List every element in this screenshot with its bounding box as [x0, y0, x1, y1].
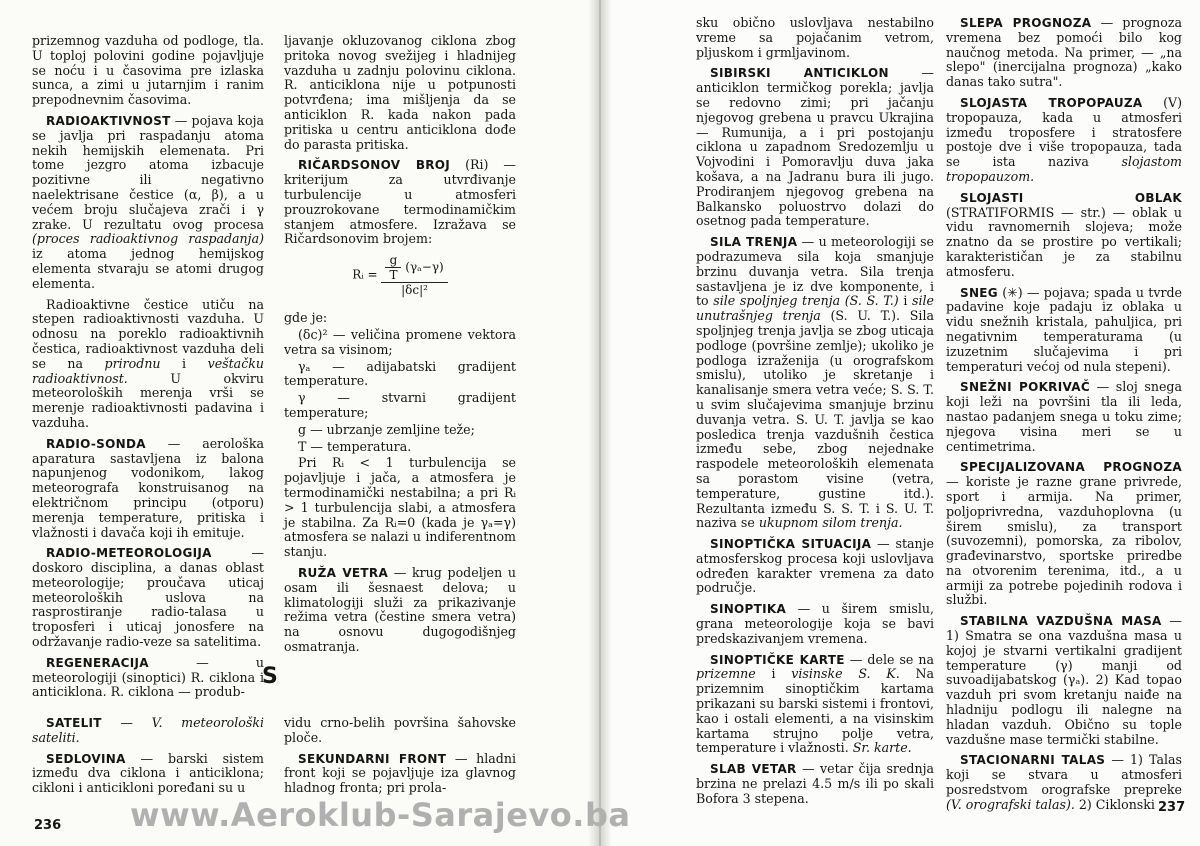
- formula-legend-title: gde je:: [284, 310, 328, 326]
- formula-legend-item: T — temperatura.: [298, 438, 412, 454]
- entry-snezni-pokrivac: SNEŽNI POKRIVAČ — sloj snega koji leži na površini tla ili leda, nastao padanjem snega u toku zime; njegova visina meri se u centimetrima.: [946, 379, 1182, 454]
- entry-sinopticke-karte: SINOPTIČKE KARTE — dele se na prizemne i visinske S. K. Na prizemnim sinoptičkim kartama prikazani su barski sistemi i frontovi, kao i ostali elementi, a na visinskim kartama strujno polje vetra, temperature i vlažnosti. Sr. karte.: [696, 651, 935, 756]
- entry-specijalizovana-prognoza: SPECIJALIZOVANA PROGNOZA — koriste je razne grane privrede, sport i armija. Na primer, poljoprivredna, vazduhoplovna (u širem smislu), za transport (suvozemni), pomorska, za ribolov, građevinarstvo, sportske priredbe na otvorenim terenima, itd., a u armiji za potrebe pojedinih rodova i službi.: [946, 460, 1182, 608]
- entry-satelit: SATELIT — V. meteorološki sateliti.: [32, 715, 264, 745]
- right-column-2: [946, 16, 1182, 819]
- entry-term: RADIO-METEOROLOGIJA: [46, 546, 212, 561]
- entry-term: SLAB VETAR: [710, 762, 797, 777]
- entry-term: SATELIT: [46, 716, 102, 730]
- entry-term: RADIO-SONDA: [46, 436, 146, 451]
- entry-term: STACIONARNI TALAS: [960, 753, 1106, 768]
- entry-term: RUŽA VETRA: [298, 565, 389, 580]
- entry-term: SLOJASTA TROPOPAUZA: [960, 95, 1143, 110]
- entry-term: SLOJASTI OBLAK: [960, 190, 1182, 205]
- entry-term: SNEŽNI POKRIVAČ: [960, 380, 1090, 395]
- entry-sekundarni-front: SEKUNDARNI FRONT — hladni front koji se pojavljuje iza glavnog hladnog fronta; pri prola-: [284, 750, 516, 796]
- entry-term: REGENERACIJA: [46, 655, 149, 670]
- entry-term: SILA TRENJA: [710, 235, 798, 250]
- left-column-3: [32, 716, 264, 802]
- entry-slepa-prognoza: SLEPA PROGNOZA — prognoza vremena bez pomoći bilo kog naučnog metoda. Na primer, — „na slepo" (inercijalna prognoza) „kako danas tako sutra".: [946, 15, 1182, 90]
- continued-text: sku obično uslovljava nestabilno vreme sa pojačanim vetrom, pljuskom i grmljavinom.: [696, 15, 934, 60]
- entry-regeneracija: REGENERACIJA — u meteorologiji (sinoptici) R. ciklona i anticiklona. R. ciklona — produb-: [32, 654, 264, 700]
- entry-sinoptika: SINOPTIKA — u širem smislu, grana meteorologije koja se bavi predskazivanjem vremena.: [696, 601, 934, 646]
- formula-legend-item: g — ubrzanje zemljine teže;: [298, 421, 475, 437]
- entry-ruza-vetra: RUŽA VETRA — krug podeljen u osam ili šesnaest delova; u klimatologiji služi za prikazivanje režima vetra (čestine smera vetra) na osnovu dugogodišnjeg osmatranja.: [284, 564, 516, 654]
- entry-term: STABILNA VAZDUŠNA MASA: [960, 614, 1162, 629]
- entry-term: SEDLOVINA: [46, 751, 126, 766]
- entry-sibirski-anticiklon: SIBIRSKI ANTICIKLON — anticiklon termičkog porekla; javlja se redovno zimi; pri jačanju njegovog grebena u pravcu Ukrajina — Rumunija, a i pri postojanju ciklona u zapadnom Sredozemlju u Vojvodini i Pomoravlju duva jaka košava, a na Jadranu bura ili jugo. Prodiranjem njegovog grebena na Balkansko poluostrvo dolazi do osetnog pada temperature.: [696, 65, 934, 229]
- entry-term: SINOPTIKA: [710, 602, 787, 617]
- right-column-1: [696, 16, 934, 813]
- page-number-left: 236: [34, 818, 62, 833]
- entry-term: SPECIJALIZOVANA PROGNOZA: [960, 460, 1182, 475]
- entry-term: SNEG: [960, 285, 998, 300]
- entry-slojasti-oblak: SLOJASTI OBLAK (STRATIFORMIS — str.) — oblak u vidu ravnomernih slojeva; može znatno da se prostire po vertikali; karakterističan je za stabilnu atmosferu.: [946, 190, 1182, 279]
- entry-radio-sonda: RADIO-SONDA — aerološka aparatura sastavljena iz balona napunjenog vodonikom, lakog meteorografa konstruisanog na električnom principu (otporu) merenja temperature, pritiska i vlažnosti i davača koji ih emituje.: [32, 435, 264, 540]
- entry-slojasta-tropopauza: SLOJASTA TROPOPAUZA (V) tropopauza, kada u atmosferi između troposfere i stratosfere postoje dve i više tropopauza, tada se ista naziva slojastom tropopauzom.: [946, 94, 1182, 184]
- left-column-1: [32, 34, 264, 706]
- richardson-formula: Rᵢ = $\frac{g}{T}$ (γₐ−γ) |δc|²: [284, 253, 516, 297]
- formula-legend-item: γ — stvarni gradijent temperature;: [284, 390, 516, 420]
- right-page: [600, 0, 1200, 846]
- entry-term: SIBIRSKI ANTICIKLON: [710, 66, 889, 81]
- watermark: www.Aeroklub-Sarajevo.ba: [130, 796, 631, 834]
- book-gutter: [588, 0, 612, 846]
- entry-slab-vetar: SLAB VETAR — vetar čija srednja brzina ne prelazi 4.5 m/s ili po skali Bofora 3 stepena.: [696, 761, 934, 806]
- entry-sedlovina: SEDLOVINA — barski sistem između dva ciklona i anticiklona; cikloni i anticikloni poređani su u: [32, 750, 264, 796]
- left-column-2: [284, 34, 516, 661]
- paragraph-turbulencija: Pri Rᵢ < 1 turbulencija se pojavljuje i jača, a atmosfera je termodinamički nestabilna; a pri Rᵢ > 1 turbulencija slabi, a atmosfera je stabilna. Za Rᵢ=0 (kada je γₐ=γ) atmosfera se nalazi u indiferentnom stanju.: [284, 455, 516, 560]
- entry-radio-meteorologija: RADIO-METEOROLOGIJA — doskoro disciplina, a danas oblast meteorologije; proučava uticaj meteoroloških uslova na rasprostiranje radio-talasa u troposferi i uticaj jonosfere na održavanje radio-veze sa satelitima.: [32, 545, 264, 650]
- entry-term: RADIOAKTIVNOST: [46, 113, 171, 128]
- entry-term: SINOPTIČKE KARTE: [710, 652, 845, 667]
- entry-term: SEKUNDARNI FRONT: [298, 751, 447, 766]
- continued-text: vidu crno-belih površina šahovske ploče.: [284, 715, 516, 745]
- paragraph-radioaktivne-cestice: Radioaktivne čestice utiču na stepen radioaktivnosti vazduha. U odnosu na poreklo radioaktivnih čestica, radioaktivnost vazduha deli se na prirodnu i veštačku radioaktivnost. U okviru meteoroloških merenja vrši se merenje radioaktivnosti padavina i vazduha.: [32, 296, 264, 430]
- left-column-4: [284, 716, 516, 802]
- entry-radioaktivnost: RADIOAKTIVNOST — pojava koja se javlja pri raspadanju atoma nekih hemijskih elemenata. Pri tome jezgro atoma izbacuje pozitivne ili negativno naelektrisane čestice (α, β), a u većem broju slučajeva zrači i γ zrake. U rezultatu ovog procesa (proces radioaktivnog raspadanja) iz atoma jednog hemijskog elementa stvaraju se atomi drugog elementa.: [32, 112, 264, 291]
- continued-text: ljavanje okluzovanog ciklona zbog pritoka novog svežijeg i hladnijeg vazduha u zadnju polovinu ciklona. R. anticiklona nije u potpunosti potvrđena; ima mišljenja da se anticiklon R. kada nakon pada pritiska u centru anticiklona dođe do parasta pritiska.: [284, 33, 516, 152]
- entry-stacionarni-talas: STACIONARNI TALAS — 1) Talas koji se stvara u atmosferi posredstvom orografske prepreke (V. orografski talas). 2) Ciklonski: [946, 752, 1182, 812]
- continued-text: prizemnog vazduha od podloge, tla. U toploj polovini godine pojavljuje se noću i u časovima pre izlaska sunca, a zimi u jutarnjim i ranim prepodnevnim časovima.: [32, 33, 264, 108]
- section-letter: S: [262, 664, 278, 689]
- formula-legend-item: (δc)² — veličina promene vektora vetra sa visinom;: [284, 326, 516, 357]
- entry-sinopticka-situacija: SINOPTIČKA SITUACIJA — stanje atmosferskog procesa koji uslovljava određen karakter vremena za dato područje.: [696, 536, 934, 596]
- formula-legend-item: γₐ — adijabatski gradijent temperature.: [284, 358, 516, 389]
- entry-term: SLEPA PROGNOZA: [960, 16, 1092, 30]
- entry-sneg: SNEG (✳) — pojava; spada u tvrde padavine koje padaju iz oblaka u vidu snežnih kristala, pahuljica, pri negativnim temperaturama (u izuzetnim slučajevima i pri temperaturi većoj od nula stepeni).: [946, 284, 1182, 374]
- entry-term: SINOPTIČKA SITUACIJA: [710, 537, 872, 552]
- entry-sila-trenja: SILA TRENJA — u meteorologiji se podrazumeva sila koja smanjuje brzinu duvanja vetra. Sila trenja sastavljena je iz dve komponente, i to sile spoljnjeg trenja (S. S. T.) i sile unutrašnjeg trenja (S. U. T.). Sila spoljnjeg trenja javlja se zbog uticaja podloge (površine zemlje); ukoliko je podloga izraženija (u orografskom smislu), utoliko je skretanje i kanalisanje smera vetra veće; S. S. T. u svim slučajevima smanjuje brzinu duvanja vetra. S. U. T. javlja se kao posledica trenja vazdušnih čestica između sebe, zbog nejednake raspodele meteoroloških elemenata sa porastom visine (vetra, temperature, gustine itd.). Rezultanta između S. S. T. i S. U. T. naziva se ukupnom silom trenja.: [696, 234, 935, 531]
- entry-term: RIČARDSONOV BROJ: [298, 158, 451, 173]
- entry-stabilna-vazdusna-masa: STABILNA VAZDUŠNA MASA — 1) Smatra se ona vazdušna masa u kojoj je stvarni vertikalni gradijent temperature (γ) manji od suvoadijabatskog (γₐ). 2) Kad topao vazduh pri svom kretanju naiđe na hladniju podlogu ili nalegne na hladan vazduh. Obično su tople vazdušne mase termički stabilne.: [946, 613, 1182, 747]
- page-number-right: 237: [1158, 800, 1186, 815]
- entry-richardsonov-broj: RIČARDSONOV BROJ (Ri) — kriterijum za utvrđivanje turbulencije u atmosferi prouzrokovane termodinamičkim stanjem atmosfere. Izražava se Ričardsonovim brojem:: [284, 157, 516, 247]
